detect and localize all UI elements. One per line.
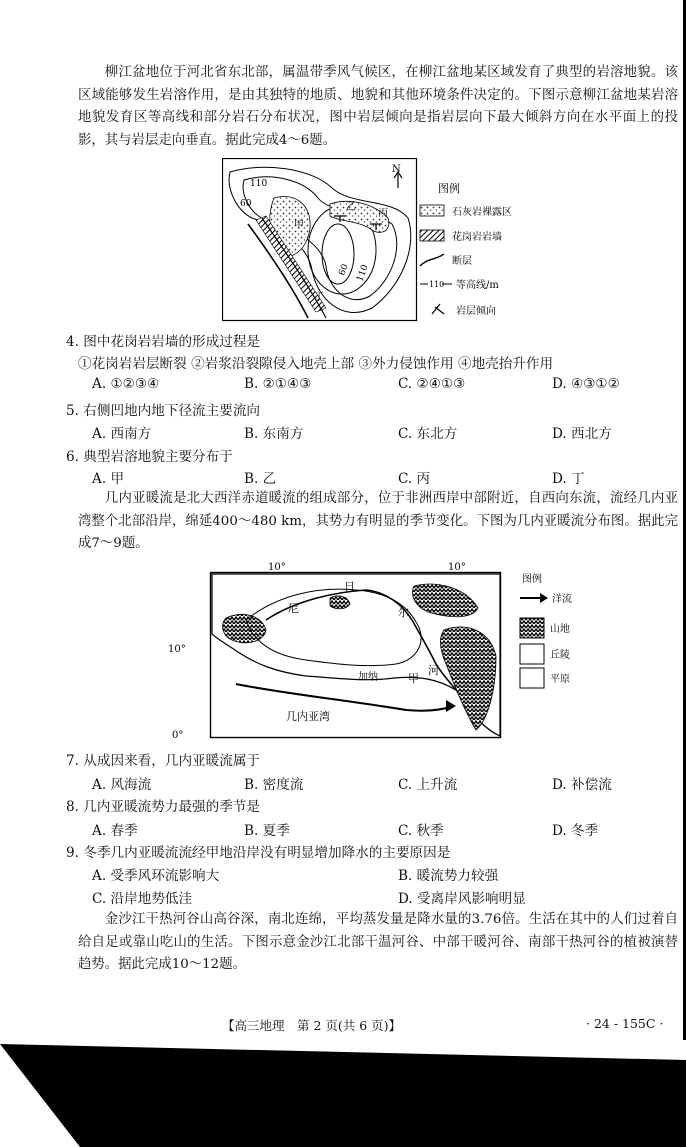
question-7-stem: 7. 从成因来看，几内亚暖流属于 (66, 753, 261, 769)
contour-label: 60 (240, 199, 252, 209)
question-4-options (92, 376, 652, 396)
option-a: A. 风海流 (92, 777, 152, 793)
option-a: A. ①②③④ (92, 376, 160, 392)
river-name-char: 尔 (398, 606, 409, 619)
question-5-options (92, 422, 652, 442)
option-b: B. ②①④③ (244, 376, 312, 392)
latitude-label: 10° (168, 644, 186, 655)
river-name-char: 尼 (288, 602, 299, 615)
option-a: A. 甲 (92, 471, 125, 487)
place-label: 丁 (314, 292, 324, 303)
question-8-options (92, 819, 652, 839)
question-7-options (92, 773, 652, 793)
option-d: D. 丁 (552, 471, 585, 487)
latitude-label: 0° (172, 730, 184, 741)
option-d: D. 补偿流 (552, 777, 612, 793)
intro-paragraph-10-12: 金沙江干热河谷山高谷深，南北连绵，平均蒸发量是降水量的3.76倍。生活在其中的人们过着自给自足或靠山吃山的生活。下图示意金沙江北部干温河谷、中部干暖河谷、南部干热河谷的植被演替趋势。据此完成10～12题。 (78, 912, 678, 972)
question-9-stem: 9. 冬季几内亚暖流流经甲地沿岸没有明显增加降水的主要原因是 (66, 845, 451, 861)
intro-paragraph-7-9: 几内亚暖流是北大西洋赤道暖流的组成部分，位于非洲西岸中部附近，自西向东流，流经几内亚湾整个北部沿岸，绵延400～480 km，其势力有明显的季节变化。下图为几内亚暖流分布图。据此完成7～9题。 (78, 491, 678, 551)
scan-shadow (0, 1040, 686, 1147)
river-name-char: 河 (428, 664, 439, 677)
question-9-options-row1 (92, 864, 652, 884)
question-9-options-row2 (92, 887, 652, 907)
option-b: B. 夏季 (244, 823, 290, 839)
contour-label: 110 (355, 263, 371, 284)
legend-contour-sample: 110 (429, 280, 445, 289)
north-label: N (392, 164, 401, 175)
legend-plain-swatch (520, 668, 544, 688)
legend-fault-symbol (420, 254, 444, 266)
legend-item: 花岗岩岩墙 (452, 232, 502, 243)
legend-hill-swatch (520, 644, 544, 664)
legend-item: 等高线/m (456, 280, 499, 291)
guinea-current-map (166, 560, 586, 746)
option-c: C. 沿岸地势低洼 (92, 891, 193, 907)
option-c: C. ②④①③ (398, 376, 466, 392)
option-c: C. 丙 (398, 471, 431, 487)
option-b: B. 东南方 (244, 426, 304, 442)
option-d: D. 西北方 (552, 426, 612, 442)
option-b: B. 密度流 (244, 777, 304, 793)
intro-paragraph-4-6: 柳江盆地位于河北省东北部，属温带季风气候区，在柳江盆地某区域发育了典型的岩溶地貌。该区域能够发生岩溶作用，是由其独特的地质、地貌和其他环境条件决定的。下图示意柳江盆地某岩溶地貌发育区等高线和部分岩石分布状况，图中岩层倾向是指岩层向下最大倾斜方向在水平面上的投影，其与岩层走向垂直。据此完成4～6题。 (78, 65, 678, 148)
legend-item: 平原 (550, 674, 570, 685)
contour-label: 110 (250, 179, 268, 189)
place-ghana: 加纳 (358, 672, 378, 683)
option-b: B. 暖流势力较强 (398, 868, 499, 884)
option-a: A. 春季 (92, 823, 138, 839)
legend-current-arrowhead (540, 593, 548, 603)
option-c: C. 上升流 (398, 777, 458, 793)
legend-mountain-swatch (520, 618, 544, 638)
option-a: A. 受季风环流影响大 (92, 868, 220, 884)
page-footer: 【高三地理 第 2 页(共 6 页)】 (222, 1018, 402, 1033)
place-label: 丙 (378, 208, 388, 219)
legend-dip-symbol (432, 304, 444, 314)
contour-label: 60 (337, 262, 351, 278)
river-name-char: 日 (344, 580, 355, 593)
option-b: B. 乙 (244, 471, 277, 487)
place-label: 乙 (346, 202, 356, 213)
legend-item: 山地 (550, 624, 570, 635)
place-jia: 甲 (408, 672, 419, 685)
legend-limestone-swatch (420, 205, 444, 216)
place-gulf-of-guinea: 几内亚湾 (286, 710, 330, 723)
question-6-options (92, 467, 652, 487)
exam-code: · 24 - 155C · (586, 1016, 664, 1031)
legend-title: 图例 (522, 574, 542, 585)
legend-item: 断层 (452, 256, 472, 267)
legend-item: 丘陵 (550, 650, 570, 661)
question-4-stem: 4. 图中花岗岩岩墙的形成过程是 (66, 334, 261, 350)
question-4-steps: ①花岗岩岩层断裂 ②岩浆沿裂隙侵入地壳上部 ③外力侵蚀作用 ④地壳抬升作用 (78, 356, 554, 372)
liujiang-basin-map (222, 158, 522, 326)
option-d: D. ④③①② (552, 376, 620, 392)
option-c: C. 东北方 (398, 426, 458, 442)
longitude-label: 10° (448, 562, 466, 573)
option-d: D. 受离岸风影响明显 (398, 891, 526, 907)
legend-item: 洋流 (552, 594, 572, 605)
option-c: C. 秋季 (398, 823, 444, 839)
question-8-stem: 8. 几内亚暖流势力最强的季节是 (66, 799, 261, 815)
question-5-stem: 5. 右侧凹地内地下径流主要流向 (66, 403, 261, 419)
legend-granite-swatch (420, 230, 444, 241)
question-6-stem: 6. 典型岩溶地貌主要分布于 (66, 449, 233, 465)
option-a: A. 西南方 (92, 426, 152, 442)
legend-item: 石灰岩裸露区 (452, 207, 512, 218)
legend-title: 图例 (438, 182, 460, 195)
option-d: D. 冬季 (552, 823, 599, 839)
place-label: 甲 (294, 220, 304, 231)
legend-item: 岩层倾向 (456, 306, 496, 317)
longitude-label: 10° (268, 562, 286, 573)
